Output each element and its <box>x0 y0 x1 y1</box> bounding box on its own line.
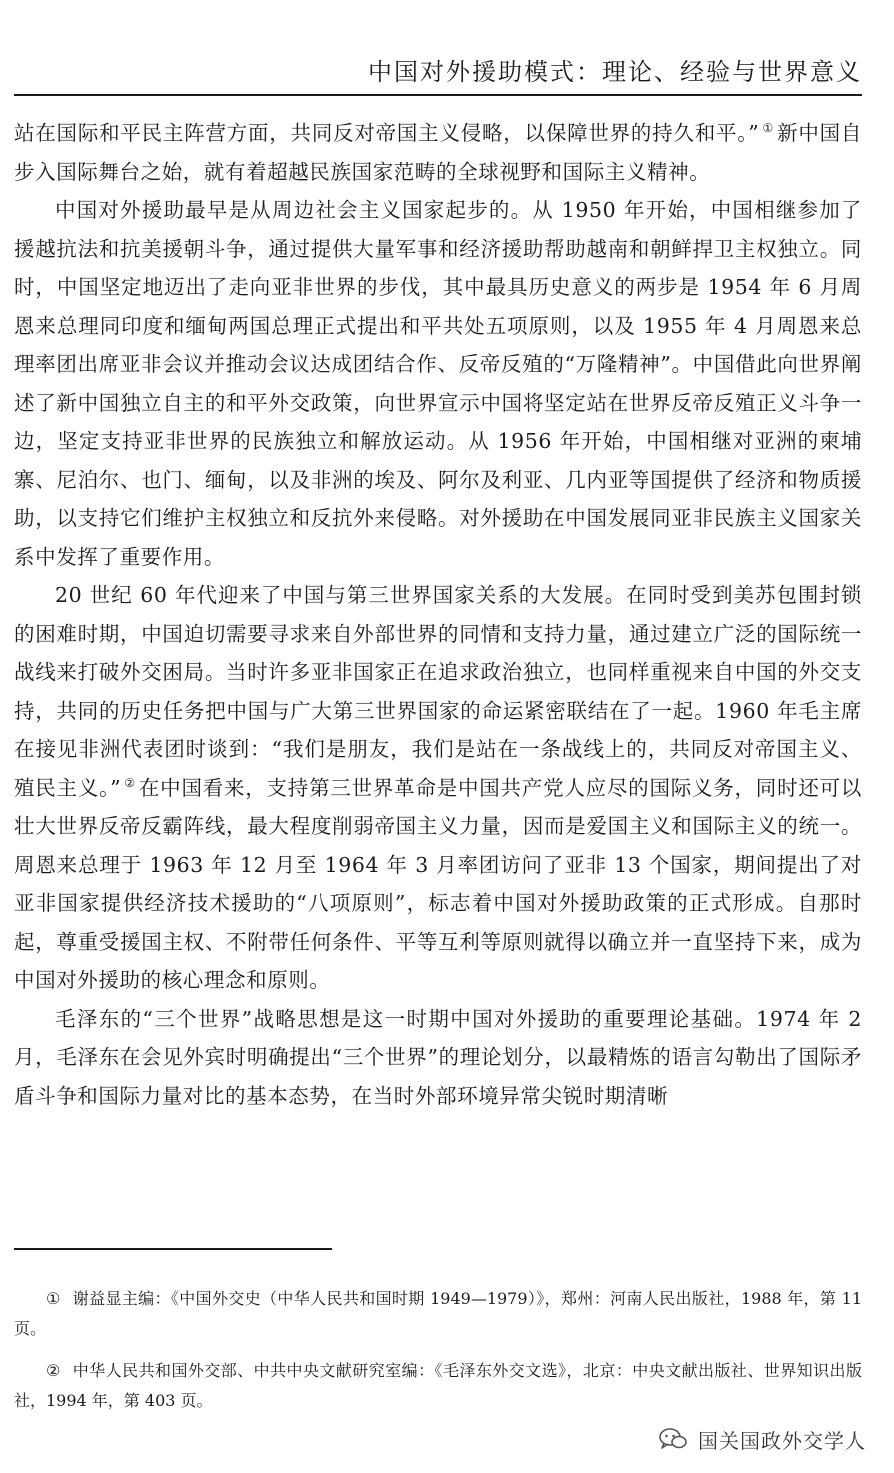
footnotes <box>14 1284 862 1428</box>
paragraph-3-text-b: 在中国看来，支持第三世界革命是中国共产党人应尽的国际义务，同时还可以壮大世界反帝反霸阵线，最大程度削弱帝国主义力量，因而是爱国主义和国际主义的统一。周恩来总理于 1963 年 12 月至 1964 年 3 月率团访问了亚非 13 个国家，期间提出了对亚非国家提供经济技术援助的“八项原则”，标志着中国对外援助政策的正式形成。自那时起，尊重受援国主权、不附带任何条件、平等互利等原则就得以确立并一直坚持下来，成为中国对外援助的核心理念和原则。 <box>14 775 862 992</box>
footnote-ref-1[interactable]: ① <box>762 121 775 136</box>
running-header <box>14 50 862 96</box>
footnote-ref-2[interactable]: ② <box>124 775 136 790</box>
header-title: 中国对外援助模式：理论、经验与世界意义 <box>368 58 862 86</box>
paragraph-1-text-b: 新中国自步入国际舞台之始，就有着超越民族国家范畴的全球视野和国际主义精神。 <box>14 121 862 184</box>
footnote-1-text: 谢益显主编：《中国外交史（中华人民共和国时期 1949—1979）》，郑州：河南人民出版社，1988 年，第 11 页。 <box>14 1289 863 1338</box>
paragraph-4: 毛泽东的“三个世界”战略思想是这一时期中国对外援助的重要理论基础。1974 年 2 月，毛泽东在会见外宾时明确提出“三个世界”的理论划分，以最精炼的语言勾勒出了国际矛盾斗争和国际力量对比的基本态势，在当时外部环境异常尖锐时期清晰 <box>14 1006 862 1108</box>
footnote-divider <box>14 1248 332 1250</box>
watermark-text: 国关国政外交学人 <box>698 1428 866 1453</box>
paragraph-3-text-a: 20 世纪 60 年代迎来了中国与第三世界国家关系的大发展。在同时受到美苏包围封锁的困难时期，中国迫切需要寻求来自外部世界的同情和支持力量，通过建立广泛的国际统一战线来打破外交困局。当时许多亚非国家正在追求政治独立，也同样重视来自中国的外交支持，共同的历史任务把中国与广大第三世界国家的命运紧密联结在了一起。1960 年毛主席在接见非洲代表团时谈到：“我们是朋友，我们是站在一条战线上的，共同反对帝国主义、殖民主义。” <box>14 583 862 800</box>
footnote-1-mark: ① <box>46 1289 61 1308</box>
paragraph-1 <box>14 114 862 191</box>
footnote-2 <box>14 1356 862 1416</box>
paragraph-1-text-a: 站在国际和平民主阵营方面，共同反对帝国主义侵略，以保障世界的持久和平。” <box>14 121 760 145</box>
footnote-2-text: 中华人民共和国外交部、中共中央文献研究室编：《毛泽东外交文选》，北京：中央文献出版社、世界知识出版社，1994 年，第 403 页。 <box>14 1361 862 1410</box>
footnote-2-mark: ② <box>46 1361 61 1380</box>
footnote-1 <box>14 1284 862 1344</box>
watermark <box>658 1424 866 1454</box>
wechat-icon <box>658 1427 688 1451</box>
paragraph-2: 中国对外援助最早是从周边社会主义国家起步的。从 1950 年开始，中国相继参加了援越抗法和抗美援朝斗争，通过提供大量军事和经济援助帮助越南和朝鲜捍卫主权独立。同时，中国坚定地迈出了走向亚非世界的步伐，其中最具历史意义的两步是 1954 年 6 月周恩来总理同印度和缅甸两国总理正式提出和平共处五项原则，以及 1955 年 4 月周恩来总理率团出席亚非会议并推动会议达成团结合作、反帝反殖的“万隆精神”。中国借此向世界阐述了新中国独立自主的和平外交政策，向世界宣示中国将坚定站在世界反帝反殖正义斗争一边，坚定支持亚非世界的民族独立和解放运动。从 1956 年开始，中国相继对亚洲的柬埔寨、尼泊尔、也门、缅甸，以及非洲的埃及、阿尔及利亚、几内亚等国提供了经济和物质援助，以支持它们维护主权独立和反抗外来侵略。对外援助在中国发展同亚非民族主义国家关系中发挥了重要作用。 <box>14 198 862 569</box>
paragraph-3 <box>14 576 862 1000</box>
body-text <box>14 114 862 1115</box>
